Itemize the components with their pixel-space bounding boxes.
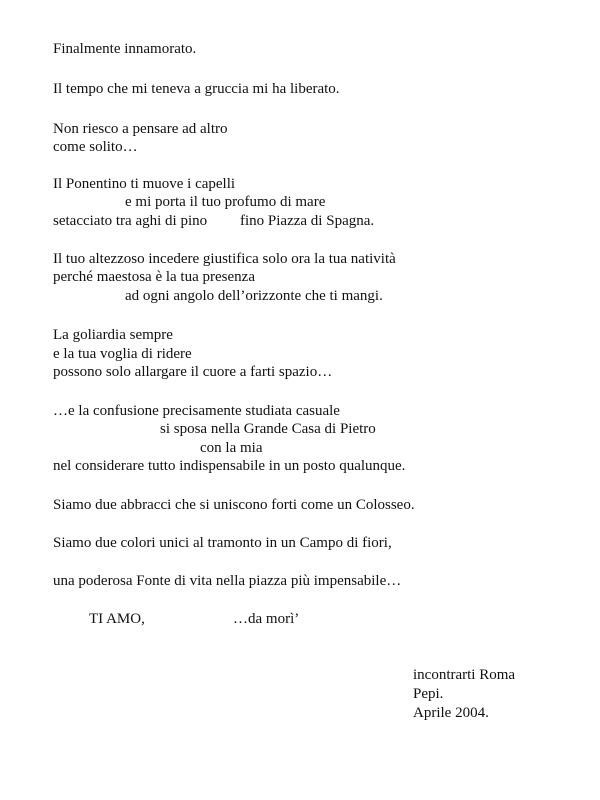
closing-ti-amo: TI AMO, [89, 611, 145, 627]
stanza-5-line-3: possono solo allargare il cuore a farti spazio… [53, 364, 333, 380]
closing-da-mori: …da morì’ [233, 611, 300, 627]
signature-line-1: incontrarti Roma [413, 667, 516, 683]
stanza-6-line-4: nel considerare tutto indispensabile in un posto qualunque. [53, 458, 406, 474]
signature-line-3: Aprile 2004. [413, 705, 489, 721]
stanza-6-line-1: …e la confusione precisamente studiata casuale [53, 403, 340, 419]
stanza-4-line-2: perché maestosa è la tua presenza [53, 269, 255, 285]
stanza-3-line-3b: fino Piazza di Spagna. [240, 213, 375, 229]
stanza-2-line-2: come solito… [53, 139, 138, 155]
stanza-6-line-2: si sposa nella Grande Casa di Pietro [160, 421, 376, 437]
stanza-5-line-2: e la tua voglia di ridere [53, 346, 192, 362]
stanza-1-line-1: Il tempo che mi teneva a gruccia mi ha liberato. [53, 81, 340, 97]
stanza-5-line-1: La goliardia sempre [53, 327, 173, 343]
stanza-4-line-1: Il tuo altezzoso incedere giustifica solo ora la tua natività [53, 251, 396, 267]
stanza-3-line-1: Il Ponentino ti muove i capelli [53, 176, 236, 192]
stanza-7-line-1: Siamo due abbracci che si uniscono forti come un Colosseo. [53, 497, 415, 513]
signature-line-2: Pepi. [413, 686, 444, 702]
stanza-6-line-3: con la mia [200, 440, 263, 456]
stanza-3-line-2: e mi porta il tuo profumo di mare [125, 194, 326, 210]
stanza-9-line-1: una poderosa Fonte di vita nella piazza più impensabile… [53, 573, 402, 589]
stanza-4-line-3: ad ogni angolo dell’orizzonte che ti mangi. [125, 288, 383, 304]
poem-title: Finalmente innamorato. [53, 41, 197, 57]
stanza-8-line-1: Siamo due colori unici al tramonto in un Campo di fiori, [53, 535, 392, 551]
stanza-2-line-1: Non riesco a pensare ad altro [53, 121, 228, 137]
stanza-3-line-3a: setacciato tra aghi di pino [53, 213, 208, 229]
